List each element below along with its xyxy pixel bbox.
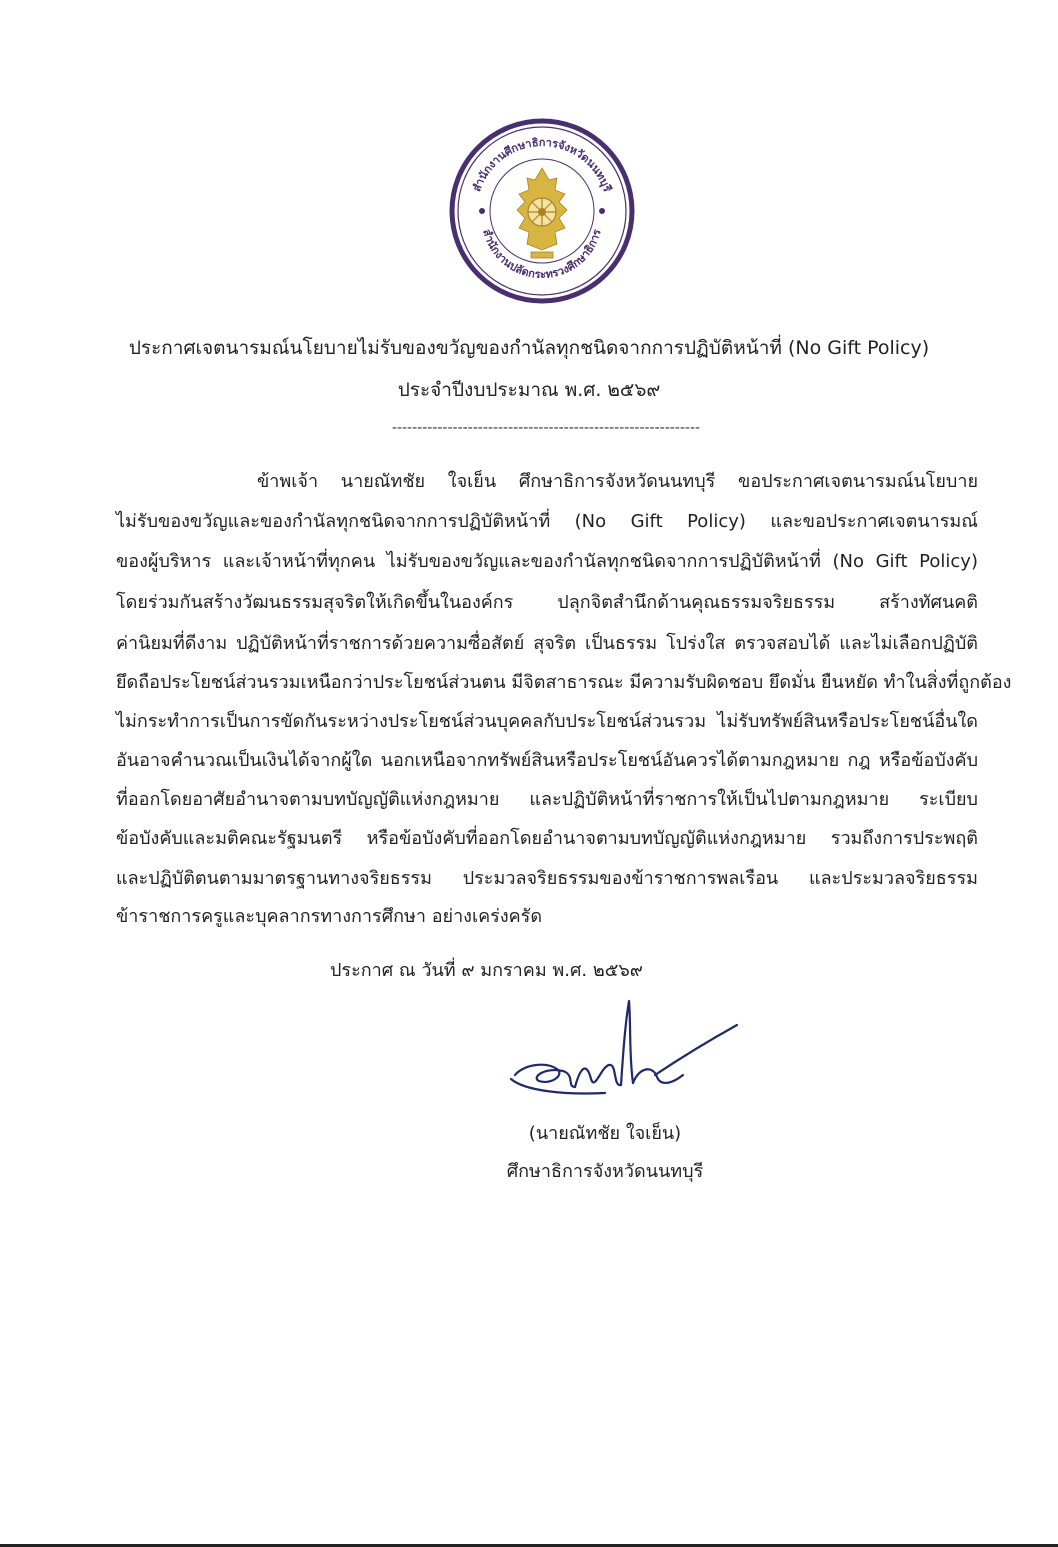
body-line: อันอาจคำนวณเป็นเงินได้จากผู้ใด นอกเหนือจากทรัพย์สินหรือประโยชน์อันควรได้ตามกฎหมาย กฎ หรือข้อบังคับ xyxy=(116,750,978,771)
announcement-date: ประกาศ ณ วันที่ ๙ มกราคม พ.ศ. ๒๕๖๙ xyxy=(330,960,643,981)
office-seal-logo xyxy=(449,118,635,304)
body-line: ข้าราชการครูและบุคลากรทางการศึกษา อย่างเคร่งครัด xyxy=(116,906,543,927)
body-line: ที่ออกโดยอาศัยอำนาจตามบทบัญญัติแห่งกฎหมาย และปฏิบัติหน้าที่ราชการให้เป็นไปตามกฎหมาย ระเบียบ xyxy=(116,789,978,810)
body-line: ข้อบังคับและมติคณะรัฐมนตรี หรือข้อบังคับที่ออกโดยอำนาจตามบทบัญญัติแห่งกฎหมาย รวมถึงการประพฤติ xyxy=(116,828,978,849)
announcement-title: ประกาศเจตนารมณ์นโยบายไม่รับของขวัญของกำนัลทุกชนิดจากการปฏิบัติหน้าที่ (No Gift Policy) xyxy=(128,337,930,359)
handwritten-signature xyxy=(505,995,745,1105)
divider-line: ------------------------------------------------------------- xyxy=(391,420,701,436)
signer-position: ศึกษาธิการจังหวัดนนทบุรี xyxy=(506,1161,704,1182)
body-line: ยึดถือประโยชน์ส่วนรวมเหนือกว่าประโยชน์ส่วนตน มีจิตสาธารณะ มีความรับผิดชอบ ยึดมั่น ยืนหยัด ทำในสิ่งที่ถูกต้อง xyxy=(116,672,1012,693)
svg-text:สำนักงานปลัดกระทรวงศึกษาธิการ: สำนักงานปลัดกระทรวงศึกษาธิการ xyxy=(480,227,604,282)
body-line: และปฏิบัติตนตามมาตรฐานทางจริยธรรม ประมวลจริยธรรมของข้าราชการพลเรือน และประมวลจริยธรรม xyxy=(116,868,978,889)
fiscal-year-subtitle: ประจำปีงบประมาณ พ.ศ. ๒๕๖๙ xyxy=(397,379,661,401)
svg-text:สำนักงานศึกษาธิการจังหวัดนนทบุ: สำนักงานศึกษาธิการจังหวัดนนทบุรี xyxy=(470,135,614,194)
body-line: ข้าพเจ้า นายณัทชัย ใจเย็น ศึกษาธิการจังหวัดนนทบุรี ขอประกาศเจตนารมณ์นโยบาย xyxy=(257,471,978,492)
body-line: ค่านิยมที่ดีงาม ปฏิบัติหน้าที่ราชการด้วยความซื่อสัตย์ สุจริต เป็นธรรม โปร่งใส ตรวจสอบได้ และไม่เลือกปฏิบัติ xyxy=(116,633,978,654)
body-line: ของผู้บริหาร และเจ้าหน้าที่ทุกคน ไม่รับของขวัญและของกำนัลทุกชนิดจากการปฏิบัติหน้าที่ (No Gift Policy) xyxy=(116,551,978,572)
body-line: โดยร่วมกันสร้างวัฒนธรรมสุจริตให้เกิดขึ้นในองค์กร ปลุกจิตสำนึกด้านคุณธรรมจริยธรรม สร้างทัศนคติ xyxy=(116,592,978,613)
signer-name: (นายณัทชัย ใจเย็น) xyxy=(528,1123,682,1144)
body-line: ไม่กระทำการเป็นการขัดกันระหว่างประโยชน์ส่วนบุคคลกับประโยชน์ส่วนรวม ไม่รับทรัพย์สินหรือประโยชน์อื่นใด xyxy=(116,711,978,732)
body-line: ไม่รับของขวัญและของกำนัลทุกชนิดจากการปฏิบัติหน้าที่ (No Gift Policy) และขอประกาศเจตนารมณ์ xyxy=(116,511,978,532)
